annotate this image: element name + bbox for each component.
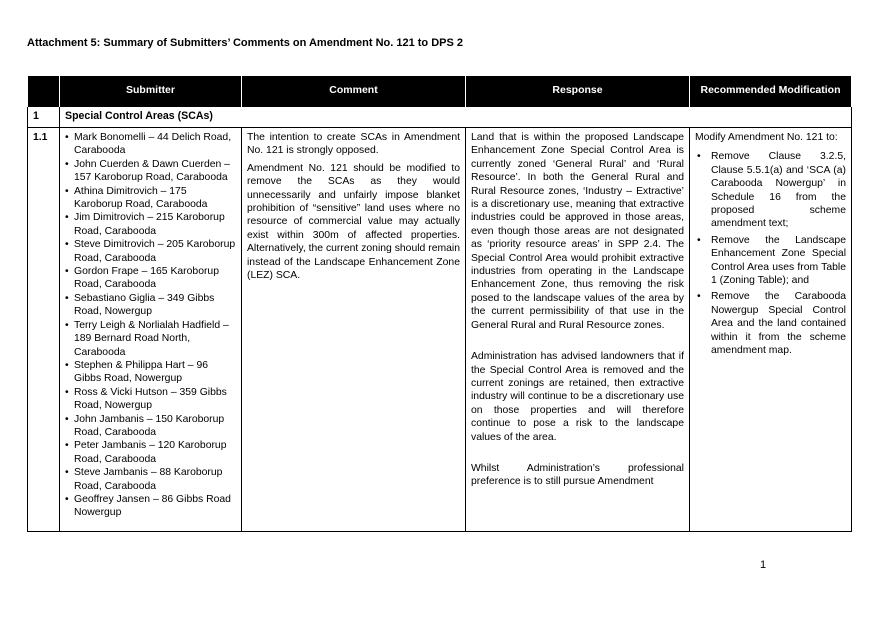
list-item: • Remove the Landscape Enhancement Zone Special Control Area uses from Table 1 (Zoning Table); and: [711, 234, 846, 288]
response-paragraph: Whilst Administration’s professional preference is to still pursue Amendment: [471, 462, 684, 488]
page-number: 1: [760, 559, 767, 571]
response-cell: [466, 128, 690, 532]
list-item: • Terry Leigh & Norlialah Hadfield – 189 Bernard Road North, Carabooda: [74, 319, 236, 359]
modification-cell: [690, 128, 852, 532]
modification-list: [695, 150, 846, 357]
row-number: 1.1: [28, 128, 60, 532]
header-number: [28, 76, 60, 107]
section-number: 1: [28, 107, 60, 128]
list-item: • Ross & Vicki Hutson – 359 Gibbs Road, Nowergup: [74, 386, 236, 413]
comment-paragraph: Amendment No. 121 should be modified to remove the SCAs as they would unnecessarily and unfairly impose blanket prohibition of “sensitive” land uses where no resource of commercial value may actually exist within 300m of affected properties. Alternatively, the current zoning should remain instead of the Landscape Enhancement Zone (LEZ) SCA.: [247, 162, 460, 282]
response-paragraph: Land that is within the proposed Landscape Enhancement Zone Special Control Area is currently zoned ‘General Rural’ and ‘Rural Resource’. In both the General Rural and Rural Resource zones, ‘Industry – Extractive’ is a discretionary use, meaning that extractive industries could be approved in those areas, even though those areas are not designated as ‘priority resource areas’ in SPP 2.4. The Special Control Area would prohibit extractive industries from operating in the Landscape Enhancement Zone, thus removing the risk posed to the landscape values of the area by the current permissibility of that use in the General Rural and Rural Resource zones.: [471, 132, 684, 331]
list-item: • Gordon Frape – 165 Karoborup Road, Carabooda: [74, 265, 236, 292]
list-item: • Remove the Carabooda Nowergup Special Control Area and the land contained within it from the scheme amendment map.: [711, 290, 846, 357]
header-submitter: Submitter: [60, 76, 242, 107]
table-header-row: [28, 76, 852, 107]
list-item: • Remove Clause 3.2.5, Clause 5.5.1(a) and ‘SCA (a) Carabooda Nowergup’ in Schedule 16 from the proposed scheme amendment text;: [711, 150, 846, 230]
header-comment: Comment: [242, 76, 466, 107]
list-item: • Stephen & Philippa Hart – 96 Gibbs Road, Nowergup: [74, 359, 236, 386]
list-item: • John Cuerden & Dawn Cuerden – 157 Karoborup Road, Carabooda: [74, 158, 236, 185]
document-title: Attachment 5: Summary of Submitters’ Comments on Amendment No. 121 to DPS 2: [27, 37, 464, 49]
section-row: [28, 107, 852, 128]
list-item: • Geoffrey Jansen – 86 Gibbs Road Nowergup: [74, 493, 236, 520]
modification-intro: Modify Amendment No. 121 to:: [695, 132, 838, 143]
section-label: Special Control Areas (SCAs): [60, 107, 852, 128]
list-item: • Mark Bonomelli – 44 Delich Road, Carabooda: [74, 131, 236, 158]
list-item: • Jim Dimitrovich – 215 Karoborup Road, Carabooda: [74, 211, 236, 238]
table-row: [28, 128, 852, 532]
header-recommended-modification: Recommended Modification: [690, 76, 852, 107]
list-item: • Steve Dimitrovich – 205 Karoborup Road, Carabooda: [74, 238, 236, 265]
list-item: • John Jambanis – 150 Karoborup Road, Carabooda: [74, 413, 236, 440]
response-paragraph: Administration has advised landowners that if the Special Control Area is removed and the current zonings are retained, then extractive industry will continue to be a discretionary use on those properties and will therefore continue to pose a risk to the landscape values of the area.: [471, 351, 684, 443]
list-item: • Sebastiano Giglia – 349 Gibbs Road, Nowergup: [74, 292, 236, 319]
submissions-table: [27, 76, 852, 532]
list-item: • Peter Jambanis – 120 Karoborup Road, Carabooda: [74, 439, 236, 466]
comment-paragraph: The intention to create SCAs in Amendment No. 121 is strongly opposed.: [247, 132, 460, 157]
list-item: • Athina Dimitrovich – 175 Karoborup Road, Carabooda: [74, 185, 236, 212]
header-response: Response: [466, 76, 690, 107]
list-item: • Steve Jambanis – 88 Karoborup Road, Carabooda: [74, 466, 236, 493]
comment-cell: [242, 128, 466, 532]
submitter-cell: [60, 128, 242, 532]
submitter-list: [65, 131, 236, 520]
